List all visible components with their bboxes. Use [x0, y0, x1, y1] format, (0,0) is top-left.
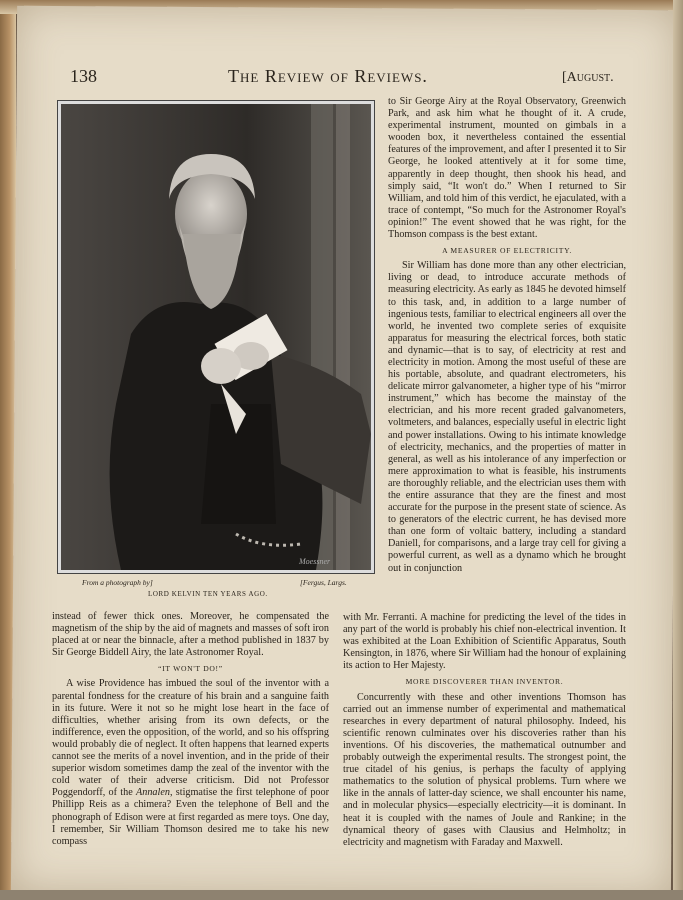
section-heading: A MEASURER OF ELECTRICITY. [442, 246, 572, 256]
issue-month: [August. [562, 70, 614, 85]
paragraph: Sir William has done more than any other electrician, living or dead, to introduce accurate methods of measuring electricity. As early as 1845 he devoted himself to this task, and, in addition to a large number of ingenious tests, familiar to electrical engineers all over the world, he invented two complete series of exquisite apparatus for measuring the electrical forces, both static and dynamic—that is to say, of electricity at rest and electricity in motion. Among the most useful of these are his portable, absolute, and quadrant electrometers, his delicate mirror galvanometer, a higher type of his “mirror instrument,” which has become the mainstay of the electrician, and his more recent graded galvanometers, voltmeters, and balances, especially useful in electric light and power installations. Owing to his intimate knowledge of electricity, mechanics, and the properties of matter in general, as well as his intolerance of any imperfection or mere approximation to what is feasible, his instruments are thoroughly reliable, and the electrician uses them with the entire assurance that they are the finest and most accurate for the purpose in the present state of science. As to generators of the electric current, he has devised more than one form of voltaic battery, including a standard Daniell, for comparisons, and a large tray cell for giving a powerful current, as well as a dynamo which he brought out in conjunction [388, 260, 626, 574]
section-heading: “IT WON'T DO!” [158, 664, 223, 674]
portrait-image [61, 104, 371, 570]
page-number: 138 [70, 66, 97, 86]
portrait-photo [57, 100, 375, 574]
paragraph-text: , stigmatise the first telephone of poor Phillipp Reis as a chimera? Even the telephone of Bell and the phonograph of Edison were at first regarded as mere toys. One day, I remember, Sir William Thomson desired me to take his new compass [52, 787, 329, 847]
paragraph: with Mr. Ferranti. A machine for predicting the level of the tides in any part of the world is probably his chief non-electrical invention. It was exhibited at the Loan Exhibition of Scientific Apparatus, South Kensington, in 1876, where Sir William had the honour of explaining its action to Her Majesty. [343, 612, 626, 672]
photo-credit-left: From a photograph by] [82, 578, 153, 587]
left-column-bottom [52, 611, 329, 848]
section-heading: MORE DISCOVERER THAN INVENTOR. [405, 677, 564, 687]
paragraph: to Sir George Airy at the Royal Observatory, Greenwich Park, and ask him what he thought of it. A crude, experimental instrument, mounted on gimbals in a wooden box, it nevertheless contained the essential features of the improvement, and after I presented it to Sir George, he looked attentively at it for some time, apparently in deep thought, then shook his head, and simply said, “It won't do.” When I returned to Sir William, and told him of this verdict, he ejaculated, with a trace of contempt, “So much for the Astronomer Royal's opinion!” The event showed that he was right, for the Thomson compass is the best extant. [388, 96, 626, 241]
photo-caption: LORD KELVIN TEN YEARS AGO. [148, 590, 268, 598]
paragraph: Concurrently with these and other inventions Thomson has carried out an immense number of experimental and mathematical researches in every department of natural philosophy. Indeed, his scientific renown culminates over his discoveries rather than his inventions. Of his discoveries, the mathematical outnumber and probably outweigh the experimental results. The strongest point, the true citadel of his genius, is perhaps the faculty of applying mathematics to the solution of physical problems. Turn where we like in the annals of latter-day science, we shall encounter his name, and in molecular physics—especially electricity—it is dominant. In heat it is coupled with the names of Joule and Rankine; in the dynamical theory of gases with Clausius and Helmholtz; in electricity and magnetism with Faraday and Maxwell. [343, 691, 626, 848]
journal-title: Annalen [136, 787, 170, 799]
running-title: The Review of Reviews. [228, 66, 428, 86]
right-column-top [388, 96, 626, 575]
photo-signature: Moessner [299, 557, 331, 566]
paragraph [52, 678, 329, 847]
right-column-bottom [343, 612, 626, 849]
paragraph: instead of fewer thick ones. Moreover, he compensated the magnetism of the ship by the aid of magnets and masses of soft iron placed at or near the binnacle, after a method published in 1837 by Sir George Biddell Airy, the late Astronomer Royal. [52, 611, 329, 659]
paragraph-text: A wise Providence has imbued the soul of the inventor with a parental fondness for the creature of his brain and a sanguine faith in its future. Were it not so he might lose heart in the face of difficulties, whether arising from its own defects, or the indifference, even the opposition, of the world, and so his offspring would probably die of neglect. It often happens that learned experts cannot see the merits of a novel invention, and in the pride of their superior wisdom sometimes damp the zeal of the inventor with the cold water of their adverse criticism. Did not Professor Poggendorff, of the [52, 678, 329, 799]
photo-credit-right: [Fergus, Largs. [300, 578, 347, 587]
